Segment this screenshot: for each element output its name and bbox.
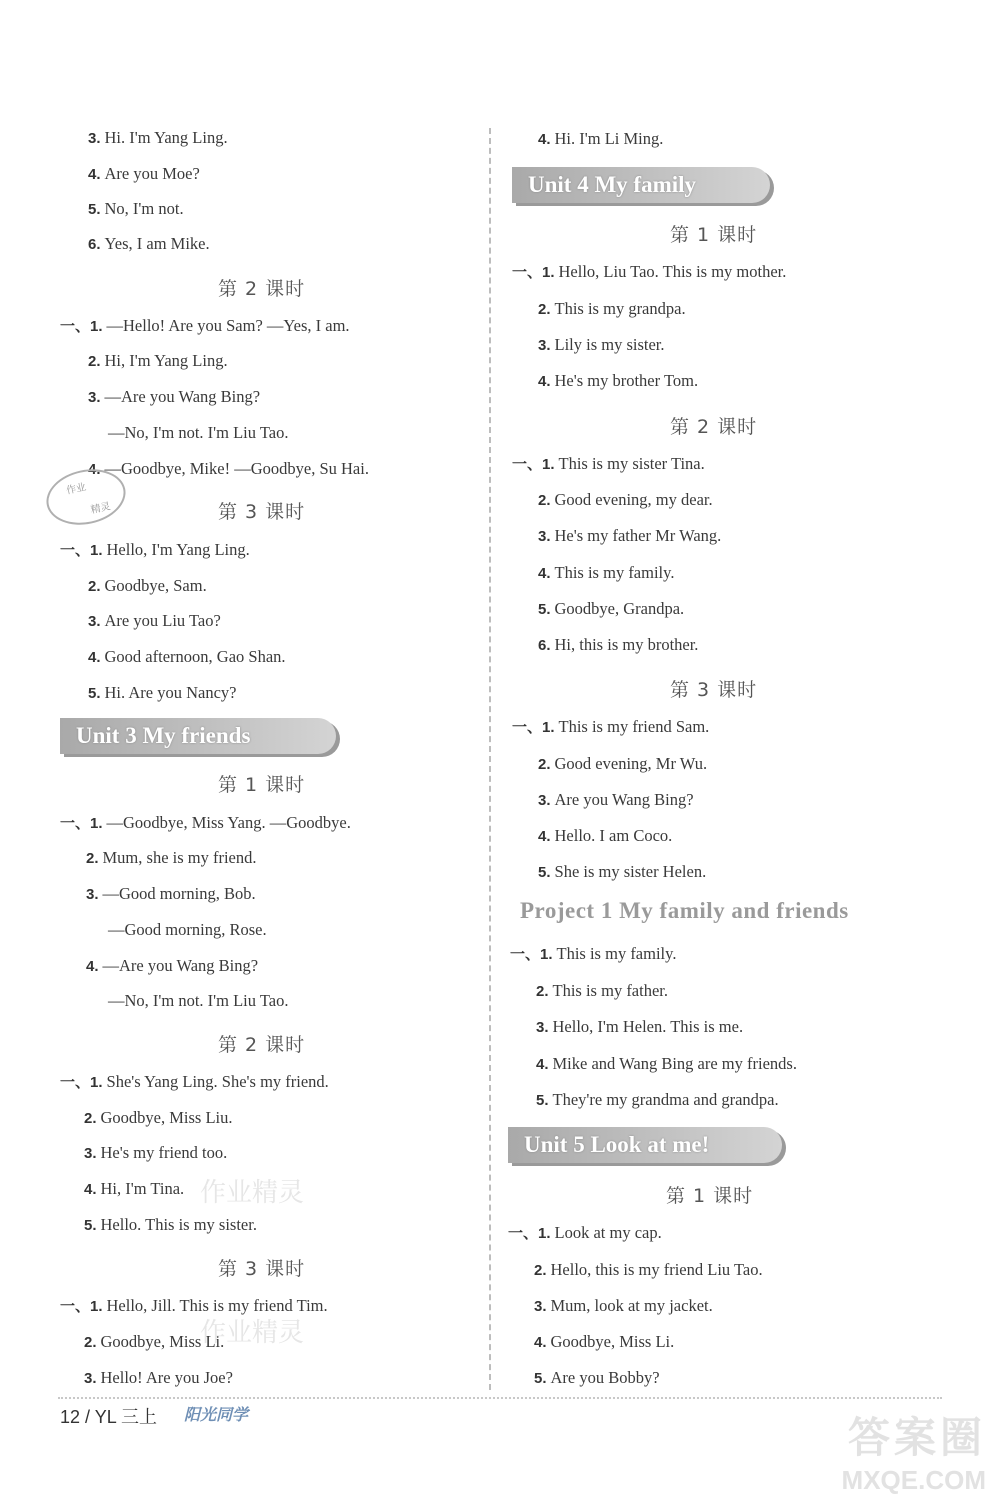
answer-line: 一、1. This is my friend Sam. — [512, 717, 710, 736]
answer-line: 一、1. This is my family. — [510, 944, 677, 963]
answer-line: —No, I'm not. I'm Liu Tao. — [108, 423, 289, 442]
answer-line: —Good morning, Rose. — [108, 920, 267, 939]
lesson-heading: 第 3 课时 — [670, 679, 758, 701]
unit-banner: Unit 3 My friends — [60, 718, 336, 754]
answer-line: 3. Lily is my sister. — [538, 335, 665, 354]
watermark-title: 答案圈 — [847, 1413, 986, 1462]
answer-line: 一、1. She's Yang Ling. She's my friend. — [60, 1072, 329, 1091]
answer-line: 3. He's my father Mr Wang. — [538, 526, 722, 545]
unit-banner: Unit 4 My family — [512, 167, 770, 203]
answer-line: 2. Goodbye, Miss Liu. — [84, 1108, 233, 1127]
answer-line: 一、1. Hello, I'm Yang Ling. — [60, 540, 250, 559]
stamp-watermark: 作业 精灵 — [41, 462, 130, 531]
answer-line: 2. Hello, this is my friend Liu Tao. — [534, 1260, 763, 1279]
answer-line: —No, I'm not. I'm Liu Tao. — [108, 991, 289, 1010]
answer-line: 2. Goodbye, Sam. — [88, 576, 207, 595]
answer-line: 4. He's my brother Tom. — [538, 371, 699, 390]
answer-line: 4. Are you Moe? — [88, 164, 200, 183]
answer-line: 2. Good evening, Mr Wu. — [538, 754, 708, 773]
answer-line: 一、1. —Hello! Are you Sam? —Yes, I am. — [60, 316, 350, 335]
answer-line: 3. Hi. I'm Yang Ling. — [88, 128, 228, 147]
brand-logo: 阳光同学 — [184, 1405, 249, 1424]
column-divider — [489, 128, 491, 1390]
answer-line: 2. Goodbye, Miss Li. — [84, 1332, 225, 1351]
answer-line: 5. Hi. Are you Nancy? — [88, 683, 237, 702]
faint-watermark: 作业精灵 — [200, 1318, 305, 1348]
footer-rule — [58, 1397, 942, 1399]
lesson-heading: 第 3 课时 — [218, 501, 306, 523]
lesson-heading: 第 2 课时 — [218, 278, 306, 300]
answer-line: 4. —Are you Wang Bing? — [86, 956, 259, 975]
answer-line: 5. Are you Bobby? — [534, 1368, 660, 1387]
watermark-url: MXQE.COM — [841, 1465, 986, 1495]
answer-line: 2. Hi, I'm Yang Ling. — [88, 351, 228, 370]
answer-line: 3. Are you Liu Tao? — [88, 611, 221, 630]
answer-line: 6. Yes, I am Mike. — [88, 234, 210, 253]
answer-line: 3. Mum, look at my jacket. — [534, 1296, 713, 1315]
answer-line: 4. This is my family. — [538, 563, 675, 582]
lesson-heading: 第 2 课时 — [670, 416, 758, 438]
answer-line: 4. —Goodbye, Mike! —Goodbye, Su Hai. — [88, 459, 369, 478]
project-heading: Project 1 My family and friends — [520, 898, 849, 923]
answer-line: 3. Hello! Are you Joe? — [84, 1368, 233, 1387]
answer-line: 4. Mike and Wang Bing are my friends. — [536, 1054, 797, 1073]
faint-watermark: 作业精灵 — [200, 1178, 305, 1208]
answer-line: 3. He's my friend too. — [84, 1143, 228, 1162]
answer-line: 6. Hi, this is my brother. — [538, 635, 699, 654]
answer-line: 3. —Are you Wang Bing? — [88, 387, 261, 406]
answer-line: 一、1. Hello, Jill. This is my friend Tim. — [60, 1296, 328, 1315]
answer-line: 5. Hello. This is my sister. — [84, 1215, 257, 1234]
lesson-heading: 第 1 课时 — [670, 224, 758, 246]
answer-line: 2. Mum, she is my friend. — [86, 848, 257, 867]
answer-line: 3. —Good morning, Bob. — [86, 884, 256, 903]
page-label: 12 / YL 三上 — [60, 1407, 158, 1427]
answer-line: 4. Hi, I'm Tina. — [84, 1179, 185, 1198]
answer-line: 4. Goodbye, Miss Li. — [534, 1332, 675, 1351]
answer-line: 5. She is my sister Helen. — [538, 862, 707, 881]
answer-line: 一、1. Look at my cap. — [508, 1223, 662, 1242]
lesson-heading: 第 3 课时 — [218, 1258, 306, 1280]
answer-line: 一、1. This is my sister Tina. — [512, 454, 705, 473]
answer-line: 5. Goodbye, Grandpa. — [538, 599, 685, 618]
answer-line: 2. This is my grandpa. — [538, 299, 686, 318]
corner-watermark — [842, 1405, 986, 1496]
lesson-heading: 第 1 课时 — [666, 1185, 754, 1207]
answer-line: 4. Hi. I'm Li Ming. — [538, 129, 664, 148]
lesson-heading: 第 1 课时 — [218, 774, 306, 796]
answer-line: 4. Good afternoon, Gao Shan. — [88, 647, 286, 666]
answer-line: 5. They're my grandma and grandpa. — [536, 1090, 779, 1109]
answer-line: 一、1. Hello, Liu Tao. This is my mother. — [512, 262, 787, 281]
answer-line: 5. No, I'm not. — [88, 199, 184, 218]
answer-line: 3. Hello, I'm Helen. This is me. — [536, 1017, 744, 1036]
answer-line: 2. Good evening, my dear. — [538, 490, 713, 509]
answer-line: 3. Are you Wang Bing? — [538, 790, 694, 809]
lesson-heading: 第 2 课时 — [218, 1034, 306, 1056]
answer-line: 4. Hello. I am Coco. — [538, 826, 673, 845]
answer-line: 2. This is my father. — [536, 981, 668, 1000]
unit-banner: Unit 5 Look at me! — [508, 1127, 782, 1163]
answer-line: 一、1. —Goodbye, Miss Yang. —Goodbye. — [60, 813, 351, 832]
